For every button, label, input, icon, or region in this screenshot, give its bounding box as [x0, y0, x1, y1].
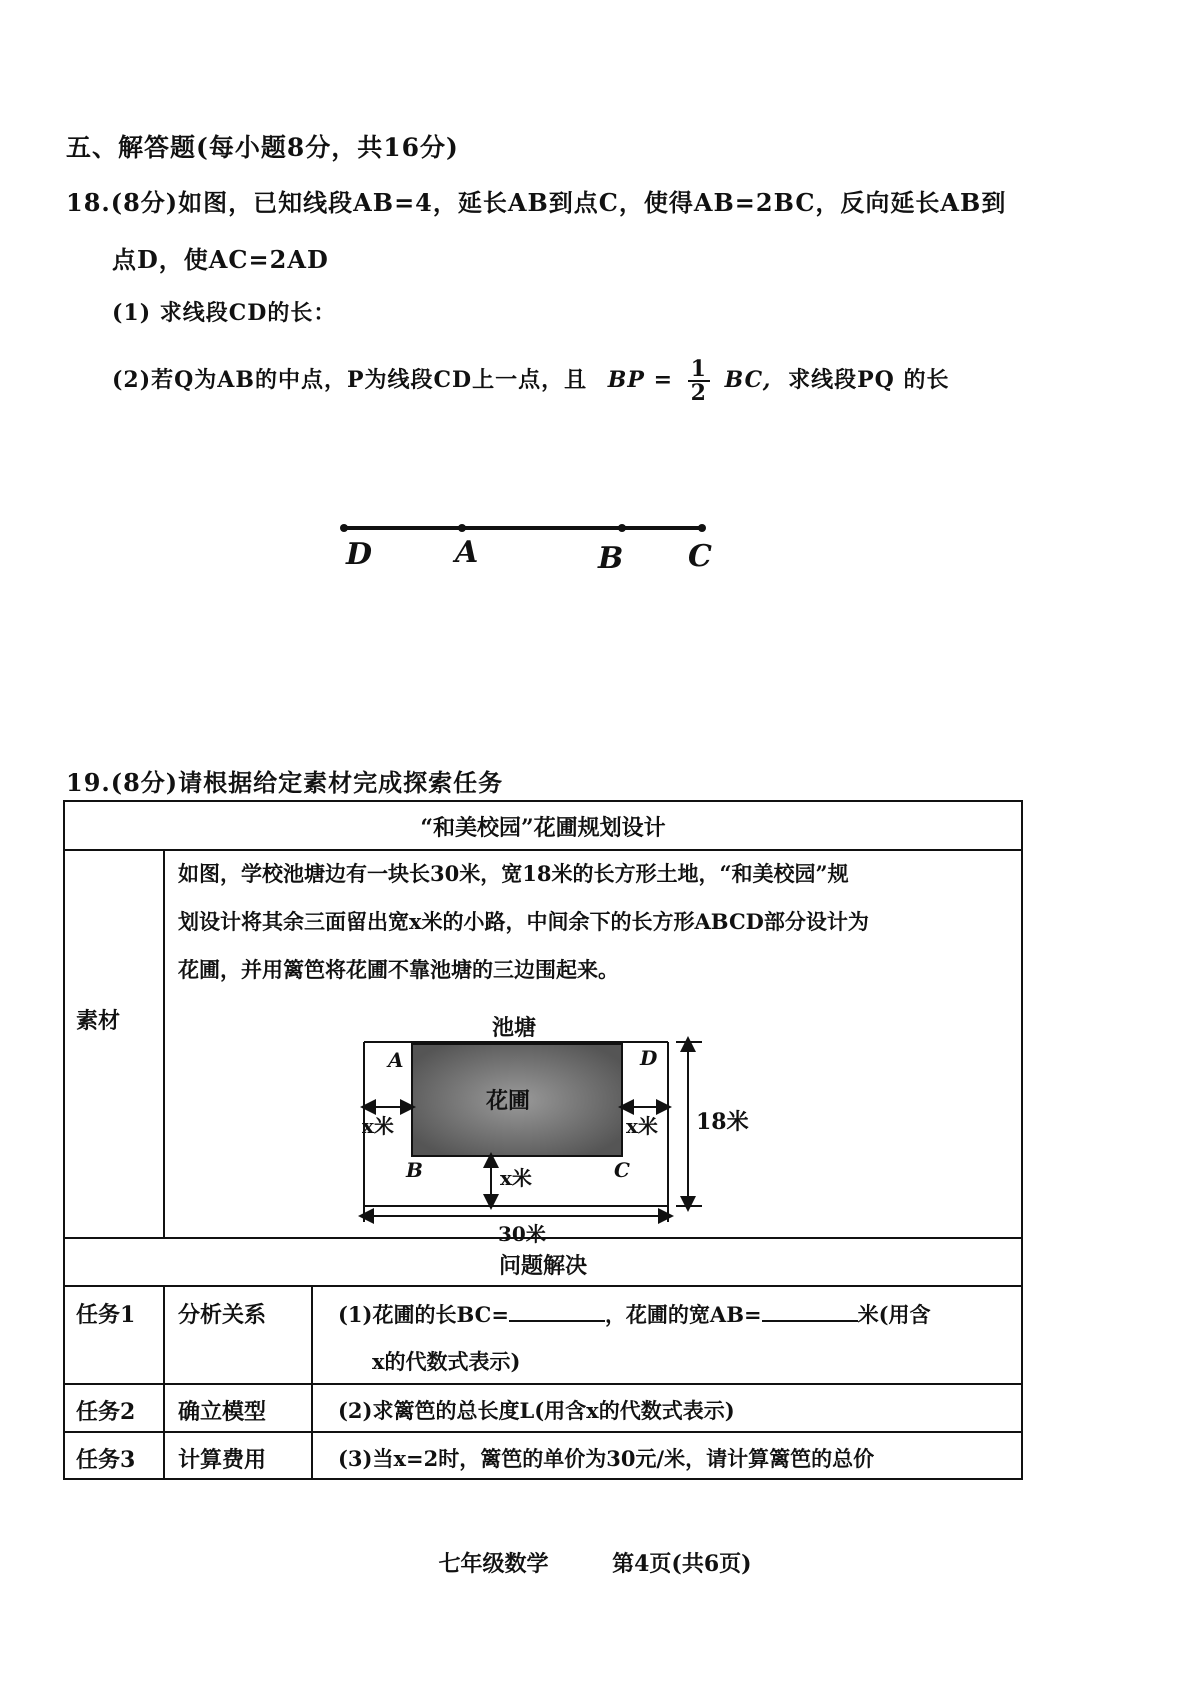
garden-corner-a: A — [388, 1048, 404, 1072]
task3-name: 计算费用 — [178, 1447, 267, 1473]
q18-stem-line1: 18.(8分)如图，已知线段AB=4，延长AB到点C，使得AB=2BC，反向延长AB到 — [66, 188, 1007, 217]
material-label: 素材 — [76, 1008, 121, 1034]
task1-ab-blank[interactable] — [762, 1298, 858, 1322]
q18-part2-pre: (2)若Q为AB的中点，P为线段CD上一点，且 — [112, 367, 588, 393]
task3-text: (3)当x=2时，篱笆的单价为30元/米，请计算篱笆的总价 — [338, 1446, 875, 1471]
task1-unit: 米(用含 — [857, 1302, 931, 1327]
fraction-numerator: 1 — [688, 358, 710, 382]
label-a: A — [455, 535, 479, 570]
page-footer — [0, 1547, 1190, 1578]
task1-bc-blank[interactable] — [509, 1298, 605, 1322]
garden-corner-c: C — [614, 1158, 630, 1182]
material-line-3: 花圃，并用篱笆将花圃不靠池塘的三边围起来。 — [178, 957, 619, 982]
label-d: D — [346, 537, 373, 572]
footer-page-number: 第4页(共6页) — [612, 1551, 752, 1577]
garden-label: 花圃 — [486, 1088, 531, 1114]
label-b: B — [598, 541, 624, 576]
material-text — [178, 850, 1008, 994]
label-c: C — [688, 539, 712, 574]
section-heading: 五、解答题(每小题8分，共16分) — [66, 133, 459, 162]
q18-part2-bp: BP = — [607, 367, 673, 393]
task2-id: 任务2 — [76, 1399, 136, 1425]
table-title: “和美校园”花圃规划设计 — [420, 815, 666, 841]
task3-id: 任务3 — [76, 1447, 136, 1473]
footer-subject: 七年级数学 — [438, 1551, 549, 1577]
task1-ab-prompt: ，花圃的宽AB= — [604, 1302, 762, 1327]
path-width-right: x米 — [626, 1114, 658, 1138]
q19-intro: 19.(8分)请根据给定素材完成探索任务 — [66, 768, 504, 797]
path-width-bottom: x米 — [500, 1166, 532, 1190]
land-width-18m: 18米 — [696, 1109, 749, 1135]
task2-name: 确立模型 — [178, 1399, 267, 1425]
q18-stem-line2: 点D，使AC=2AD — [112, 245, 329, 274]
pond-label: 池塘 — [492, 1015, 537, 1041]
solve-header: 问题解决 — [498, 1253, 587, 1279]
path-width-left: x米 — [362, 1114, 394, 1138]
task1-name: 分析关系 — [178, 1302, 267, 1328]
garden-corner-d: D — [640, 1046, 658, 1070]
task1-id: 任务1 — [76, 1302, 136, 1328]
garden-corner-b: B — [406, 1158, 423, 1182]
fraction-denominator: 2 — [690, 380, 707, 406]
material-line-1: 如图，学校池塘边有一块长30米，宽18米的长方形土地，“和美校园”规 — [178, 861, 849, 886]
q18-part2-post: 求线段PQ 的长 — [788, 367, 950, 393]
land-length-30m: 30米 — [498, 1222, 546, 1246]
task1-bc-prompt: (1)花圃的长BC= — [338, 1302, 509, 1327]
q18-part1: (1) 求线段CD的长： — [112, 300, 337, 326]
task1-line1 — [338, 1298, 1014, 1329]
material-line-2: 划设计将其余三面留出宽x米的小路，中间余下的长方形ABCD部分设计为 — [178, 909, 869, 934]
garden-diagram — [340, 1010, 740, 1238]
task1-line2: x的代数式表示) — [372, 1349, 521, 1374]
task2-text: (2)求篱笆的总长度L(用含x的代数式表示) — [338, 1398, 735, 1423]
q18-part2-bc: BC, — [724, 367, 772, 393]
